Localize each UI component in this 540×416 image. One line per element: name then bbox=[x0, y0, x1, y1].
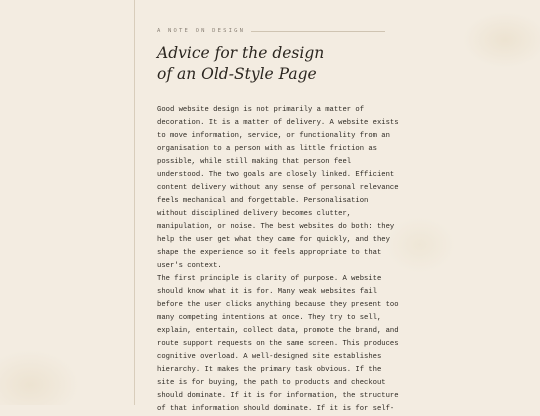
article-body bbox=[157, 104, 397, 416]
body-line: understood. The two goals are closely linked. Efficient bbox=[157, 171, 395, 179]
body-line: many competing intentions at once. They try to sell, bbox=[157, 314, 382, 322]
body-line: decoration. It is a matter of delivery. A website exists bbox=[157, 119, 399, 127]
body-line: route support requests on the same screen. This produces bbox=[157, 340, 399, 348]
body-line: organisation to a person with as little friction as bbox=[157, 145, 377, 153]
body-line: of that information should dominate. If it is for self- bbox=[157, 405, 395, 413]
title-line: of an Old-Style Page bbox=[157, 65, 317, 83]
body-line: content delivery without any sense of personal relevance bbox=[157, 184, 399, 192]
body-line: user's context. bbox=[157, 262, 222, 270]
body-line: site is for buying, the path to products and checkout bbox=[157, 379, 386, 387]
margin-rule bbox=[134, 0, 135, 405]
body-line: without disciplined delivery becomes clutter, bbox=[157, 210, 352, 218]
kicker-row bbox=[157, 26, 385, 36]
body-line: should know what it is for. Many weak websites fail bbox=[157, 288, 377, 296]
body-line: manipulation, or noise. The best websites do both: they bbox=[157, 223, 395, 231]
body-line: feels mechanical and forgettable. Personalisation bbox=[157, 197, 369, 205]
kicker-divider bbox=[251, 31, 385, 32]
title-line: Advice for the design bbox=[157, 44, 325, 62]
body-line: possible, while still making that person feel bbox=[157, 158, 352, 166]
body-line: explain, entertain, collect data, promote the brand, and bbox=[157, 327, 399, 335]
body-line: help the user get what they came for quickly, and they bbox=[157, 236, 390, 244]
body-line: before the user clicks anything because they present too bbox=[157, 301, 399, 309]
body-line: hierarchy. It makes the primary task obvious. If the bbox=[157, 366, 382, 374]
body-line: to move information, service, or functionality from an bbox=[157, 132, 390, 140]
body-line: The first principle is clarity of purpose. A website bbox=[157, 275, 382, 283]
body-line: should dominate. If it is for information, the structure bbox=[157, 392, 399, 400]
body-line: Good website design is not primarily a matter of bbox=[157, 106, 365, 114]
body-line: cognitive overload. A well-designed site establishes bbox=[157, 353, 382, 361]
kicker: A NOTE ON DESIGN bbox=[157, 28, 246, 34]
page-title bbox=[157, 43, 324, 85]
body-line: shape the experience so it feels appropriate to that bbox=[157, 249, 382, 257]
